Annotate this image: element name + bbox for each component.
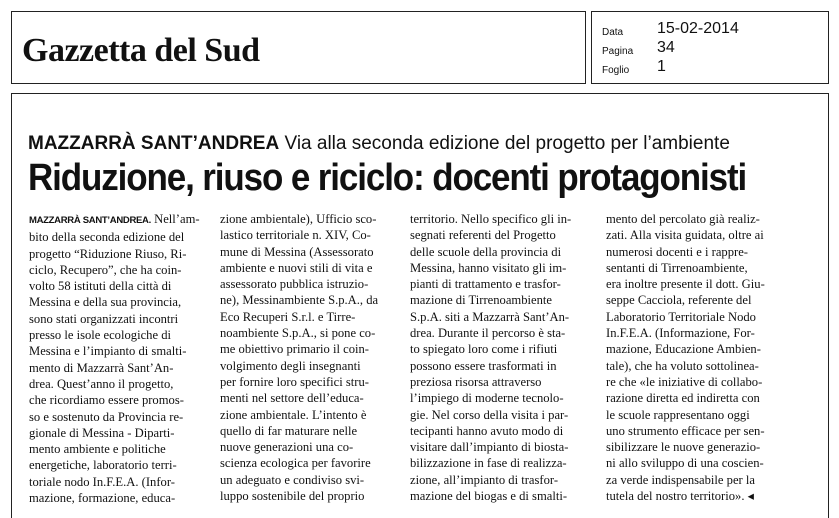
article-text-line: assessorato pubblica istruzio-	[220, 277, 369, 292]
article-text-line: zati. Alla visita guidata, oltre ai	[606, 228, 764, 243]
article-text-line: noambiente S.p.A., si pone co-	[220, 326, 376, 341]
article-text-line: quello di far maturare nelle	[220, 423, 358, 438]
article-text-line: drea. Durante il percorso è sta-	[410, 326, 566, 341]
article-kicker	[28, 133, 730, 155]
article-text-line: mento di Mazzarrà Sant’An-	[29, 360, 174, 375]
article-text-line: che ricordiamo essere promos-	[29, 393, 184, 408]
article-text-line: zione ambientale), Ufficio sco-	[220, 212, 377, 226]
article-text-line: volgimento degli insegnanti	[220, 358, 361, 373]
article-text-line: lastico territoriale n. XIV, Co-	[220, 228, 371, 243]
article-text-line: sentanti di Tirrenoambiente,	[606, 260, 748, 275]
article-text-line: bilizzazione in fase di realizza-	[410, 456, 567, 471]
clipping-metadata-box	[591, 11, 829, 84]
article-column-3	[410, 211, 591, 504]
article-text-line: preziosa risorsa attraverso	[410, 374, 542, 389]
dateline-lead: MAZZARRÀ SANT’ANDREA.	[29, 215, 151, 226]
article-text-line: gionale di Messina - Diparti-	[29, 425, 175, 440]
kicker-text: Via alla seconda edizione del progetto per l’ambiente	[284, 133, 730, 154]
article-text-line: presso le isole ecologiche di	[29, 328, 171, 343]
article-text-line: ne), Messinambiente S.p.A., da	[220, 293, 379, 308]
article-text-line: drea. Quest’anno il progetto,	[29, 376, 174, 391]
date-label: Data	[602, 27, 624, 38]
article-text-line: sono stati organizzati incontri	[29, 311, 179, 326]
article-text-line: l’impiego di moderne tecnolo-	[410, 391, 564, 406]
article-text-line: le scuole rappresentano oggi	[606, 407, 750, 422]
article-text-line: In.F.E.A. (Informazione, For-	[606, 326, 755, 341]
article-text-line: so e sostenuto da Provincia re-	[29, 409, 184, 424]
article-text-line: segnati referenti del Progetto	[410, 228, 556, 243]
article-text-line: un adeguato e condiviso svi-	[220, 472, 365, 487]
article-text-line: mazione, formazione, educa-	[29, 491, 176, 506]
article-text-line: luppo sostenibile del proprio	[220, 489, 365, 504]
article-text-line: me obiettivo primario il coin-	[220, 342, 369, 357]
article-text-line: per fornire loro specifici stru-	[220, 374, 369, 389]
article-text-line: re che «le iniziative di collabo-	[606, 374, 763, 389]
article-text-line: ni allo sviluppo di una coscien-	[606, 456, 764, 471]
article-text-line: Messina, hanno visitato gli im-	[410, 260, 567, 275]
article-text-line: tutela del nostro territorio». ◂	[606, 489, 754, 504]
article-text-line: mento del percolato già realiz-	[606, 212, 760, 226]
article-text-line: S.p.A. siti a Mazzarrà Sant’An-	[410, 309, 570, 324]
article-text-line: menti nel settore dell’educa-	[220, 391, 364, 406]
sheet-label: Foglio	[602, 65, 630, 76]
article-text-line: mazione, Educazione Ambien-	[606, 342, 761, 357]
article-column-1	[29, 211, 207, 506]
article-column-2	[220, 211, 396, 504]
article-text-line: MAZZARRÀ SANT’ANDREA. Nell’am-	[29, 212, 200, 226]
article-text-line: numerosi docenti e i rappre-	[606, 244, 748, 259]
article-text-line: progetto “Riduzione Riuso, Ri-	[29, 246, 187, 261]
article-text-line: delle scuole della provincia di	[410, 244, 562, 259]
article-text-line: seppe Cacciola, referente del	[606, 293, 752, 308]
article-text-line: ciclo, Recupero”, che ha coin-	[29, 262, 182, 277]
article-text-line: za verde indispensabile per la	[606, 472, 755, 487]
article-text-line: possono essere trasformati in	[410, 358, 557, 373]
article-text-line: visitare dall’impianto di biosta-	[410, 440, 569, 455]
article-text-line: mune di Messina (Assessorato	[220, 244, 374, 259]
article-text-line: gie. Nel corso della visita i par-	[410, 407, 569, 422]
article-text-line: bito della seconda edizione del	[29, 230, 185, 245]
page-value: 34	[657, 39, 675, 56]
article-text-line: mazione di Tirrenoambiente	[410, 293, 552, 308]
kicker-place: MAZZARRÀ SANT’ANDREA	[28, 133, 280, 154]
article-text-line: tecipanti hanno avuto modo di	[410, 423, 564, 438]
article-text-line: razione diretta ed indiretta con	[606, 391, 760, 406]
article-text-line: Messina e l’impianto di smalti-	[29, 344, 187, 359]
article-text-line: to spiegato loro come i rifiuti	[410, 342, 558, 357]
article-text-line: nuove generazioni una co-	[220, 440, 354, 455]
newspaper-masthead: Gazzetta del Sud	[22, 32, 260, 69]
article-text-line: territorio. Nello specifico gli in-	[410, 212, 572, 226]
article-text-line: energetiche, laboratorio terri-	[29, 458, 177, 473]
article-text-line: zione ambientale. L’intento è	[220, 407, 367, 422]
article-text-line: Messina e della sua provincia,	[29, 295, 182, 310]
article-headline: Riduzione, riuso e riciclo: docenti protagonisti	[28, 157, 747, 199]
article-text-line: mazione del biogas e di smalti-	[410, 489, 568, 504]
article-text-line: Laboratorio Territoriale Nodo	[606, 309, 756, 324]
article-text-line: sibilizzare le nuove generazio-	[606, 440, 761, 455]
article-text-line: pianti di trattamento e trasfor-	[410, 277, 561, 292]
date-value: 15-02-2014	[657, 20, 739, 37]
article-text-line: era inoltre presente il dott. Giu-	[606, 277, 765, 292]
article-text-line: uno strumento efficace per sen-	[606, 423, 765, 438]
article-text-line: Eco Recuperi S.r.l. e Tirre-	[220, 309, 356, 324]
page-label: Pagina	[602, 46, 634, 57]
article-text-line: ambiente e nuovi stili di vita e	[220, 260, 373, 275]
article-text-line: scienza ecologica per favorire	[220, 456, 371, 471]
article-text-line: volto 58 istituti della città di	[29, 279, 172, 294]
article-text-line: mento ambiente e politiche	[29, 442, 166, 457]
article-text-line: zione, all’impianto di trasfor-	[410, 472, 559, 487]
article-column-4	[606, 211, 793, 504]
article-text-line: tale), che ha voluto sottolinea-	[606, 358, 759, 373]
article-text-line: toriale nodo In.F.E.A. (Infor-	[29, 474, 175, 489]
sheet-value: 1	[657, 58, 666, 75]
